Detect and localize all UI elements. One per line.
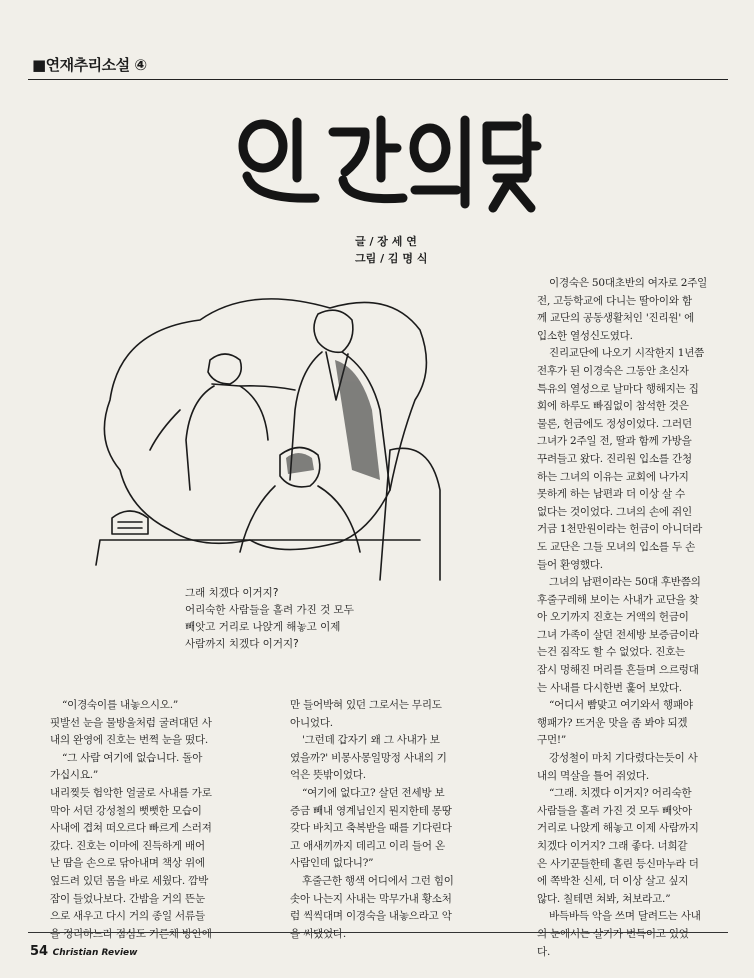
text-line: 내의 멱살을 틀어 쥐었다.: [537, 769, 649, 782]
caption-line: 빼앗고 거리로 나앉게 해놓고 이제: [185, 621, 341, 633]
magazine-name: Christian Review: [52, 948, 138, 958]
text-line: 였을까?' 비몽사몽일망정 사내의 기: [290, 751, 447, 764]
text-line: 아니었다.: [290, 716, 333, 729]
text-line: 증금 빼내 영계님인지 뭔지한테 몽땅: [290, 804, 452, 817]
text-line: 특유의 열성으로 날마다 행해지는 집: [537, 382, 699, 395]
text-line: 도 교단은 그들 모녀의 입소를 두 손: [537, 540, 696, 553]
text-line: 갔다. 진호는 이마에 진득하게 배어: [50, 839, 205, 852]
text-line: 바득바득 악을 쓰며 달려드는 사내: [549, 910, 701, 923]
text-line: 핏발선 눈을 물방울처럼 굴려대던 사: [50, 716, 212, 729]
text-line: 꾸려들고 왔다. 진리원 입소를 간청: [537, 452, 692, 465]
text-line: 의 눈에서는 살기가 번득이고 있었: [537, 927, 689, 940]
text-line: 치겠다 이거지? 그래 좋다. 너희같: [537, 840, 688, 852]
footer-rule: [28, 932, 728, 933]
text-line: 을 정리하느라 점심도 거른채 방안에: [50, 927, 212, 940]
artist-credit: 그림 / 김 명 식: [355, 252, 428, 265]
text-line: 사람인데 없다니?”: [290, 857, 374, 870]
text-line: 럼 씩씩대며 이경숙을 내놓으라고 악: [290, 910, 452, 923]
text-line: 으로 새우고 다시 거의 종일 서류들: [50, 910, 205, 923]
text-line: 다.: [537, 945, 551, 958]
story-illustration: [90, 290, 530, 590]
text-line: 물론, 헌금에도 정성이었다. 그러던: [537, 417, 692, 430]
text-line: 잠이 들었나보다. 간밤을 거의 뜬눈: [50, 892, 205, 905]
text-line: 거금 1천만원이라는 헌금이 아니더라: [537, 523, 703, 536]
header-rule: [28, 79, 728, 80]
text-line: 난 땀을 손으로 닦아내며 책상 위에: [50, 857, 205, 870]
text-line: 은 사기꾼들한테 홀린 등신마누라 더: [537, 857, 699, 870]
text-line: 는건 짐작도 할 수 없었다. 진호는: [537, 646, 686, 659]
text-line: 에 쪽박찬 신세, 더 이상 살고 싶지: [537, 875, 689, 888]
text-line: 을 써댔었다.: [290, 927, 346, 940]
text-line: 갖다 바치고 축복받을 때를 기다린다: [290, 822, 452, 835]
text-line: 그녀가 2주일 전, 딸과 함께 가방을: [537, 435, 692, 448]
text-line: 가십시요.”: [50, 769, 99, 782]
text-line: “이경숙이를 내놓으시오.”: [62, 699, 179, 711]
text-line: 솟아 나는지 사내는 막무가내 황소처: [290, 892, 452, 905]
text-line: 진리교단에 나오기 시작한지 1년쯤: [549, 347, 705, 360]
page-number: 54: [30, 944, 49, 959]
text-column-2: [290, 697, 515, 943]
text-line: 구먼!”: [537, 734, 567, 747]
series-label: ■연재추리소설 ④: [32, 56, 147, 74]
text-column-3: [537, 275, 737, 961]
text-line: 께 교단의 공동생활처인 '진리원' 에: [537, 312, 695, 325]
text-line: 내의 완영에 진호는 번쩍 눈을 떴다.: [50, 734, 209, 747]
text-line: 하는 그녀의 이유는 교회에 나가지: [537, 470, 689, 483]
text-line: 그녀 가족이 살던 전세방 보증금이라: [537, 628, 699, 641]
text-column-1: [50, 697, 275, 943]
text-line: 회에 하루도 빠짐없이 참석한 것은: [537, 400, 689, 413]
credits: [355, 233, 465, 267]
text-line: 전, 고등학교에 다니는 딸아이와 함: [537, 294, 692, 307]
text-line: 전후가 된 이경숙은 그동안 초신자: [537, 364, 689, 377]
text-line: 후줄구레해 보이는 사내가 교단을 찾: [537, 593, 699, 606]
text-line: 엎드려 있던 몸을 바로 세웠다. 깜박: [50, 874, 209, 887]
text-line: 사내에 겹쳐 떠오르다 빠르게 스러져: [50, 822, 212, 835]
text-line: 행패가? 뜨거운 맛을 좀 봐야 되겠: [537, 716, 688, 729]
text-line: 거리로 나앉게 해놓고 이제 사람까지: [537, 822, 699, 835]
caption-line: 그래 치겠다 이거지?: [185, 587, 279, 599]
text-line: 후줄근한 행색 어디에서 그런 힘이: [302, 874, 454, 887]
text-line: “어디서 빰맞고 여기와서 행패야: [549, 699, 693, 712]
text-line: 는 사내를 다시한번 훑어 보았다.: [537, 681, 682, 694]
text-line: 만 들어박혀 있던 그로서는 무리도: [290, 699, 442, 711]
caption-line: 사람까지 치겠다 이거지?: [185, 638, 299, 650]
text-line: 막아 서던 강성철의 뻣뻣한 모습이: [50, 804, 202, 817]
writer-credit: 글 / 장 세 연: [355, 235, 417, 248]
text-line: 들어 환영했다.: [537, 558, 603, 571]
folio: [30, 944, 137, 959]
text-line: 않다. 칠테면 쳐봐, 쳐보라고.”: [537, 892, 671, 905]
text-line: “여기에 없다고? 살던 전세방 보: [302, 786, 445, 799]
text-line: '그런데 갑자기 왜 그 사내가 보: [302, 734, 440, 747]
text-line: 없다는 것이었다. 그녀의 손에 쥐인: [537, 505, 692, 518]
text-line: 내리찢듯 험악한 얼굴로 사내를 가로: [50, 786, 212, 799]
text-line: “그 사람 여기에 없습니다. 돌아: [62, 751, 203, 764]
title-lettering: [225, 108, 545, 223]
caption-line: 어리숙한 사람들을 홀려 가진 것 모두: [185, 604, 354, 616]
text-line: 잠시 멍해진 머리를 흔들며 으르렁대: [537, 664, 699, 677]
text-line: 못하게 하는 남편과 더 이상 살 수: [537, 488, 686, 501]
text-line: 아 오기까지 진호는 거액의 헌금이: [537, 611, 689, 624]
text-line: 강성철이 마치 기다렸다는듯이 사: [549, 752, 698, 765]
text-line: 이경숙은 50대초반의 여자로 2주일: [549, 277, 708, 289]
text-line: 억은 뜻밖이었다.: [290, 769, 366, 782]
text-line: “그래. 치겠다 이거지? 어리숙한: [549, 787, 692, 800]
illustration-caption: [185, 585, 354, 653]
text-line: 고 애새끼까지 데리고 이리 들어 온: [290, 839, 445, 852]
text-line: 사람들을 홀려 가진 것 모두 빼앗아: [537, 804, 692, 817]
text-line: 그녀의 남편이라는 50대 후반쯤의: [549, 576, 701, 589]
text-line: 입소한 열성신도였다.: [537, 329, 633, 342]
